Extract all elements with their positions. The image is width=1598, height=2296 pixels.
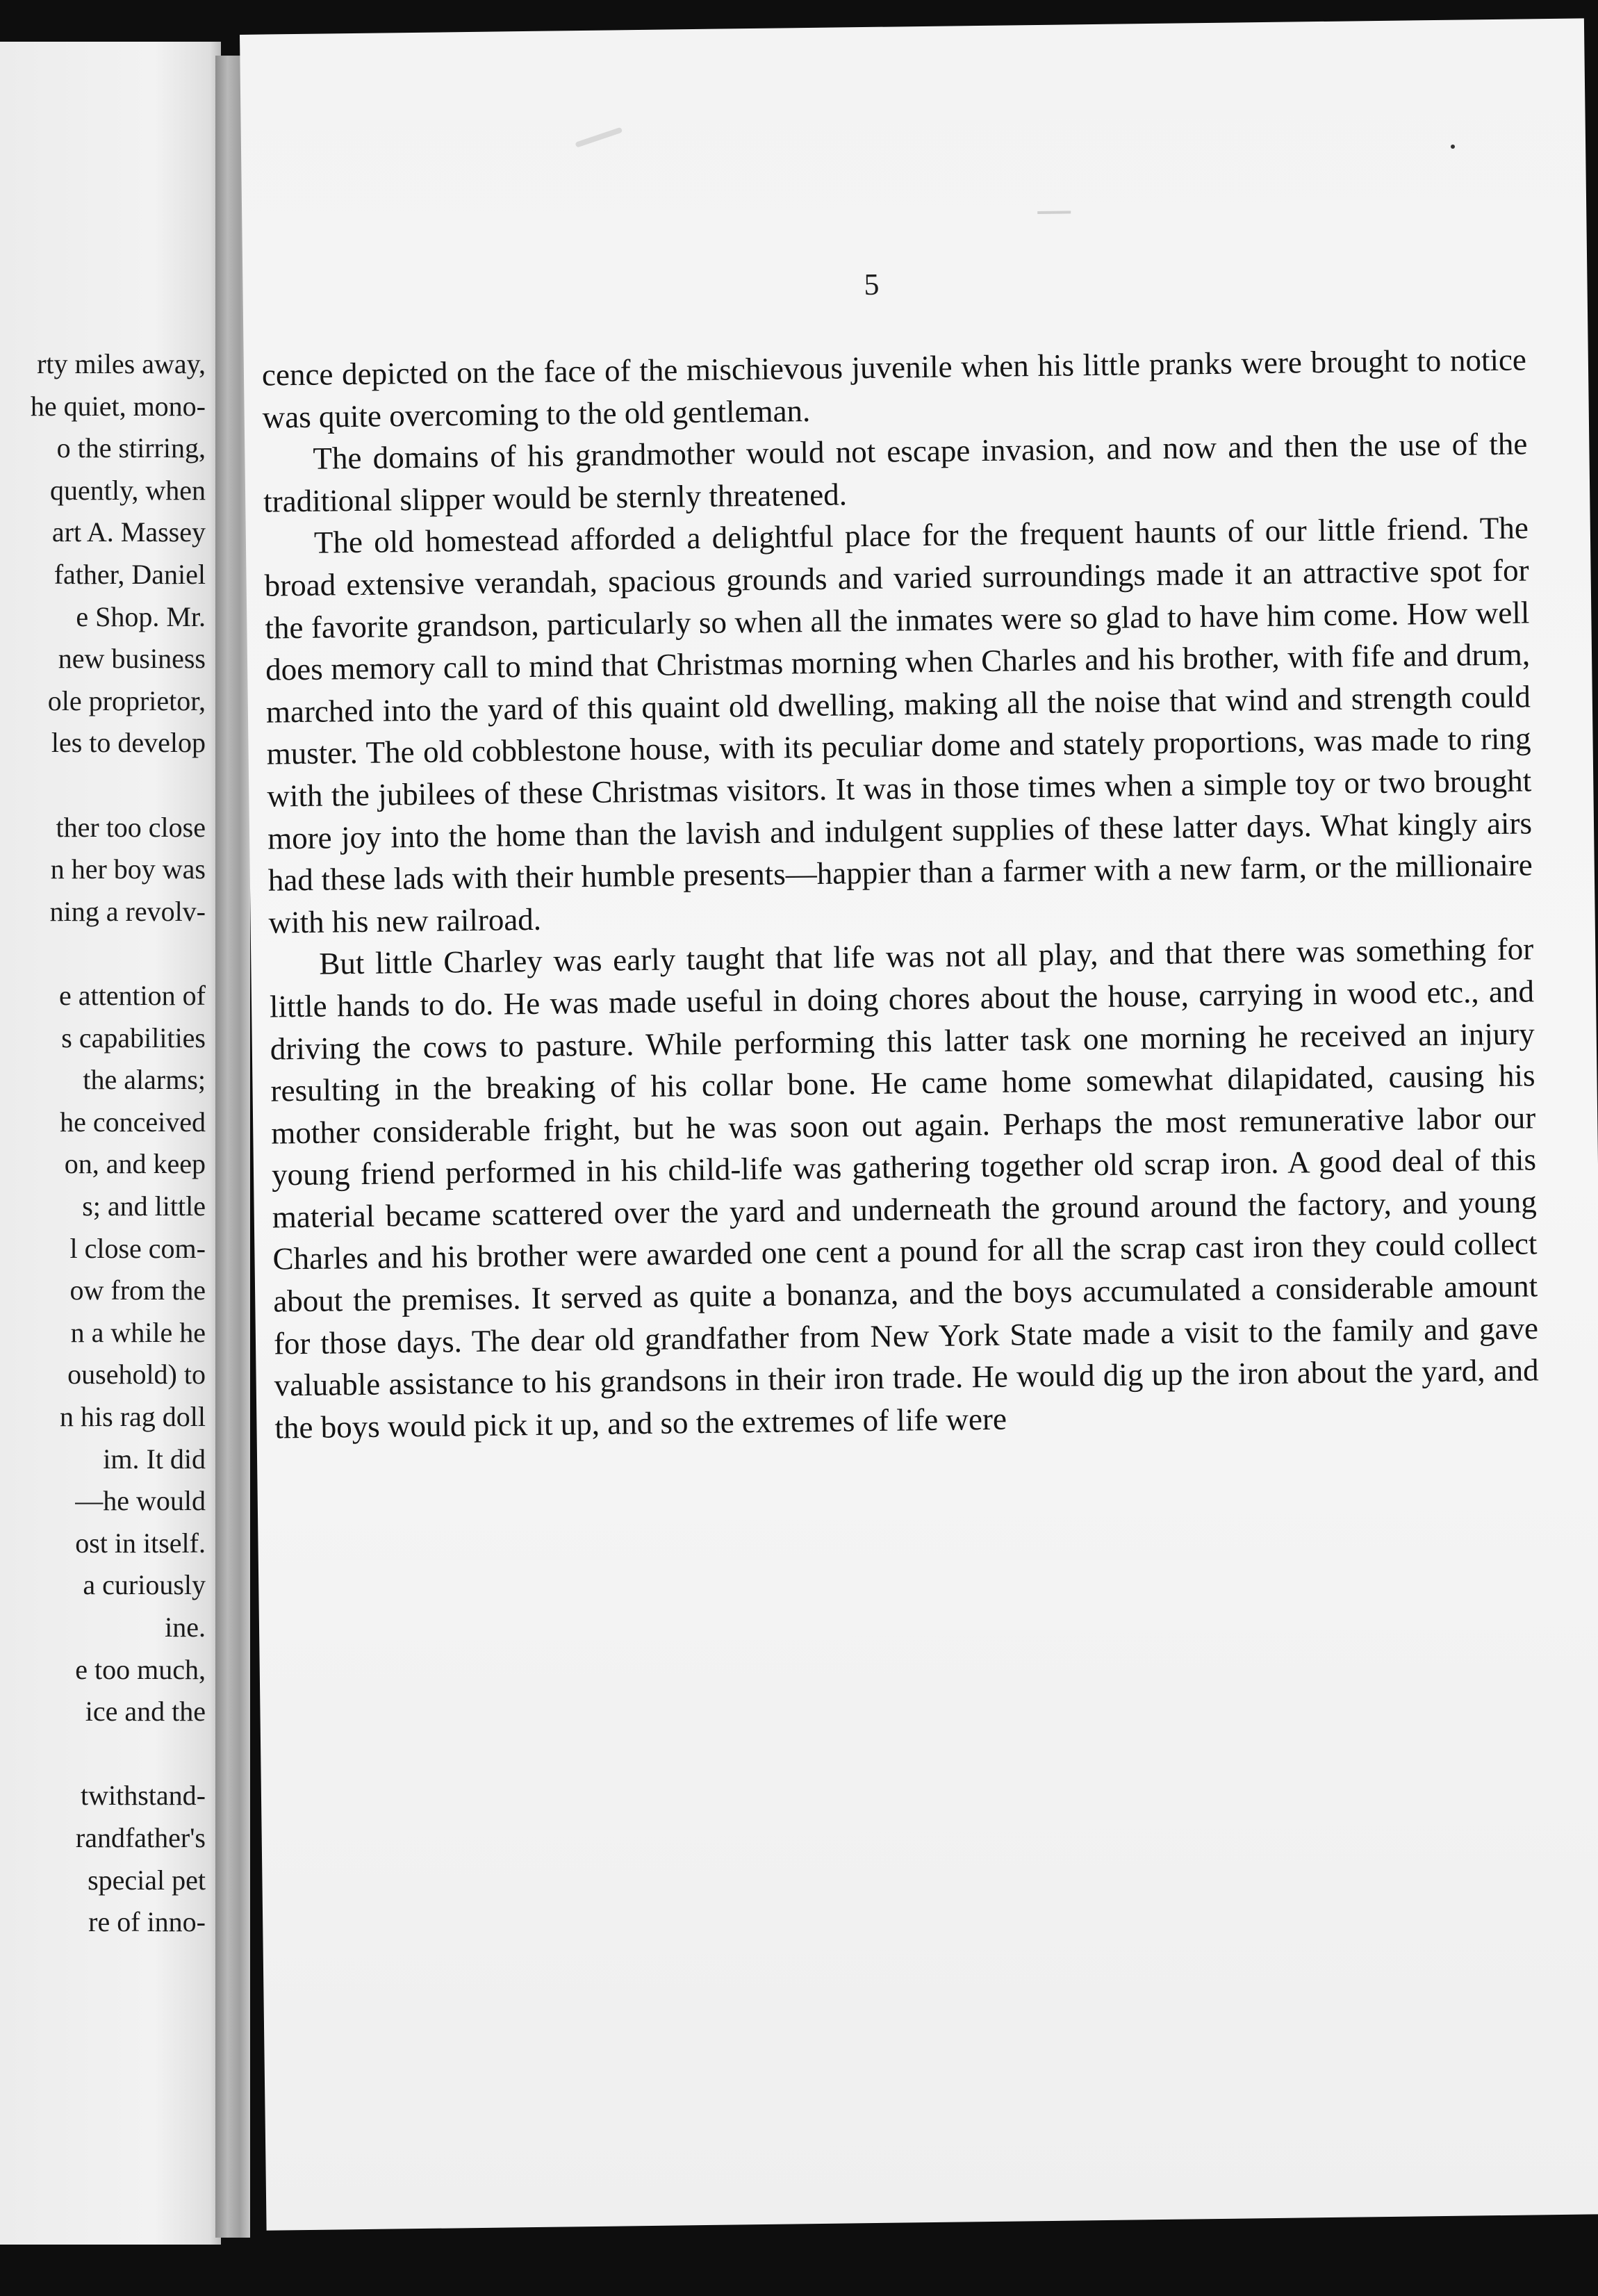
- facing-page-line: the alarms;: [83, 1064, 206, 1096]
- facing-page-line: im. It did: [103, 1443, 206, 1475]
- facing-page-line: he conceived: [60, 1106, 206, 1138]
- facing-page-line: quently, when: [49, 474, 206, 506]
- dust-mark: [575, 127, 623, 148]
- facing-page-line: on, and keep: [64, 1148, 206, 1180]
- facing-page-line: n his rag doll: [60, 1401, 206, 1432]
- facing-page-line: ousehold) to: [67, 1359, 206, 1391]
- paragraph: But little Charley was early taught that life was not all play, and that there was something for little hands to do. He was made useful in doing chores about the house, carrying in wood etc., and driving the cows to pasture. While performing this latter task one morning he received an injury resulting in the breaking of his collar bone. He came home somewhat dilapidated, causing his mother considerable fright, but he was soon out again. Perhaps the most remunerative labor our young friend performed in his child-life was gathering together old scrap iron. A good deal of this material became scattered over the yard and underneath the ground around the factory, and young Charles and his brother were awarded one cent a pound for all the scrap cast iron they could collect about the premises. It served as quite a bonanza, and the boys accumulated a considerable amount for those days. The dear old grandfather from New York State made a visit to the family and gave valuable assistance to his grandsons in their iron trade. He would dig up the iron about the yard, and the boys would pick it up, and so the extremes of life were: [269, 931, 1539, 1445]
- facing-page-line: e attention of: [58, 980, 206, 1011]
- facing-page-line: s capabilities: [61, 1022, 206, 1053]
- facing-page-line: n a while he: [70, 1316, 206, 1348]
- facing-page-line: father, Daniel: [53, 559, 206, 590]
- facing-page-line: l close com-: [69, 1232, 206, 1264]
- facing-page-line: twithstand-: [81, 1780, 206, 1812]
- facing-page-left: [0, 42, 221, 2245]
- facing-page-line: les to develop: [51, 727, 206, 759]
- paragraph: cence depicted on the face of the mischievous juvenile when his little pranks were brought to notice was quite overcoming to the old gentleman.: [261, 342, 1527, 435]
- facing-page-line: special pet: [88, 1864, 206, 1896]
- facing-page-line: ice and the: [85, 1696, 206, 1728]
- facing-page-line: n her boy was: [50, 853, 206, 885]
- facing-page-line: e too much,: [75, 1653, 206, 1685]
- dust-speck: [1451, 145, 1455, 149]
- facing-page-line: o the stirring,: [56, 432, 206, 464]
- facing-page-line: ther too close: [56, 811, 206, 843]
- facing-page-line: ost in itself.: [75, 1527, 206, 1559]
- facing-page-line: re of inno-: [88, 1906, 206, 1938]
- facing-page-line: rty miles away,: [37, 348, 206, 379]
- facing-page-line: ine.: [165, 1612, 206, 1643]
- facing-page-line: —he would: [75, 1485, 206, 1517]
- dust-mark: [1037, 211, 1071, 214]
- page-body-text: [262, 338, 1540, 1449]
- facing-page-line: he quiet, mono-: [30, 390, 206, 422]
- facing-page-line: randfather's: [75, 1822, 206, 1853]
- facing-page-line: a curiously: [83, 1569, 206, 1601]
- page-number: 5: [864, 267, 880, 302]
- paragraph: The old homestead afforded a delightful place for the frequent haunts of our little friend. The broad extensive verandah, spacious grounds and varied surroundings made it an attractive spot for the favorite grandson, particularly so when all the inmates were so glad to have him come. How well does memory call to mind that Christmas morning when Charles and his brother, with fife and drum, marched into the yard of this quaint old dwelling, making all the noise that wind and strength could muster. The old cobblestone house, with its peculiar dome and stately proportions, was made to ring with the jubilees of these Christmas visitors. It was in those times when a simple toy or two brought more joy into the home than the lavish and indulgent supplies of these latter days. What kingly airs had these lads with their humble presents—happier than a farmer with a new farm, or the millionaire with his new railroad.: [264, 510, 1533, 940]
- facing-page-line: s; and little: [82, 1190, 206, 1222]
- facing-page-line: ole proprietor,: [47, 684, 206, 716]
- facing-page-line: art A. Massey: [51, 516, 206, 548]
- book-page: [240, 18, 1598, 2230]
- facing-page-line: new business: [58, 643, 206, 675]
- facing-page-line: e Shop. Mr.: [76, 600, 206, 632]
- paragraph: The domains of his grandmother would not escape invasion, and now and then the use of the traditional slipper would be sternly threatened.: [263, 426, 1528, 519]
- facing-page-line: ow from the: [69, 1274, 206, 1306]
- facing-page-line: ning a revolv-: [49, 895, 206, 927]
